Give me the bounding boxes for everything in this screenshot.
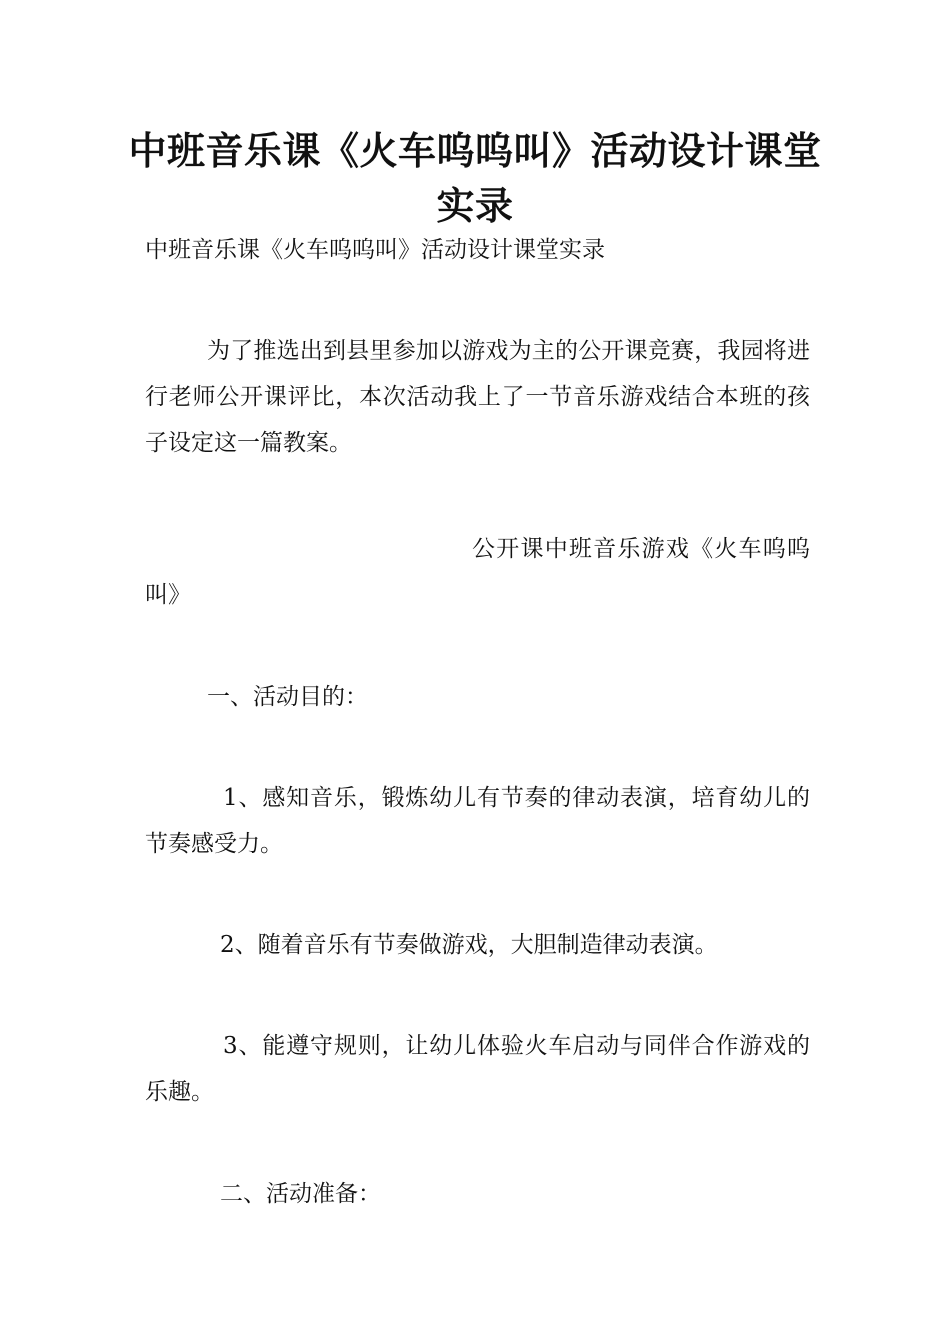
- goal-item-1: 1、感知音乐，锻炼幼儿有节奏的律动表演，培育幼儿的节奏感受力。: [145, 785, 810, 857]
- intro-paragraph: 为了推选出到县里参加以游戏为主的公开课竞赛，我园将进行老师公开课评比，本次活动我上了一节音乐游戏结合本班的孩子设定这一篇教案。: [145, 338, 810, 456]
- section-one-heading: 一、活动目的：: [207, 684, 368, 710]
- goal-item-2: 2、随着音乐有节奏做游戏，大胆制造律动表演。: [220, 932, 718, 958]
- document-subtitle: 中班音乐课《火车呜呜叫》活动设计课堂实录: [145, 237, 605, 263]
- goal-item-3: 3、能遵守规则，让幼儿体验火车启动与同伴合作游戏的乐趣。: [145, 1033, 810, 1105]
- section-two-heading: 二、活动准备：: [220, 1181, 381, 1207]
- document-title: 中班音乐课《火车呜呜叫》活动设计课堂实录: [128, 129, 822, 228]
- course-heading: 公开课中班音乐游戏《火车呜呜叫》: [145, 536, 810, 608]
